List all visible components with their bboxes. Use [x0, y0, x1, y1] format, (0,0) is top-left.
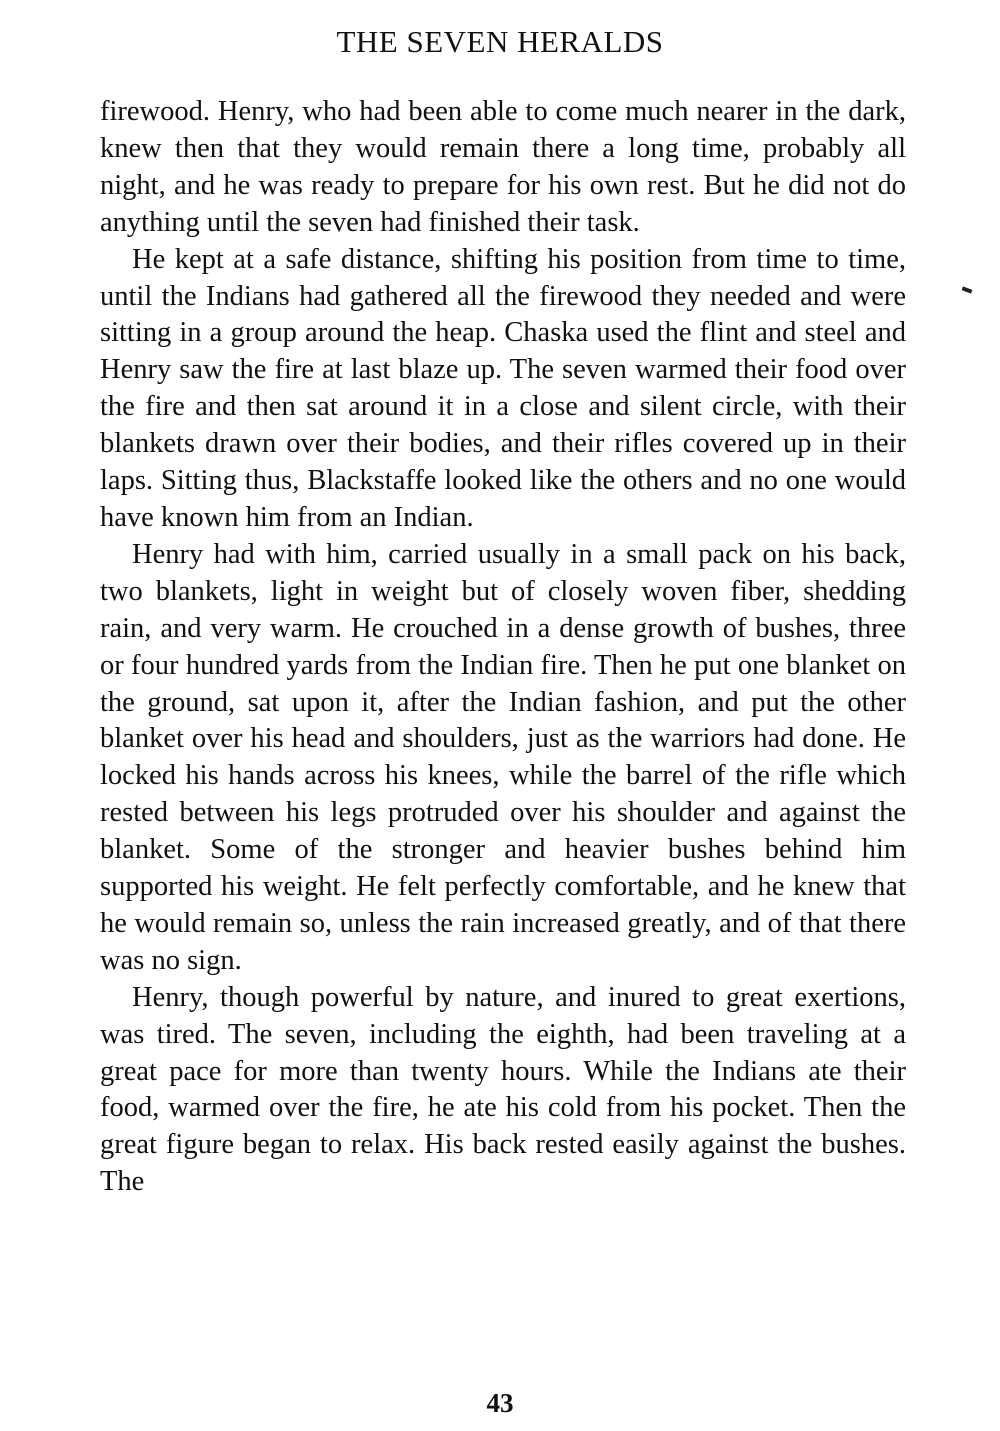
paragraph-2: He kept at a safe distance, shifting his position from time to time, until the Indians had gathered all the firewood they needed and were sitting in a group around the heap. Chaska used the flint and steel and Henry saw the fire at last blaze up. The seven warmed their food over the fire and then sat around it in a close and silent circle, with their blankets drawn over their bodies, and their rifles covered up in their laps. Sitting thus, Blackstaffe looked like the others and no one would have known him from an Indian. — [100, 243, 906, 533]
running-head: THE SEVEN HERALDS — [336, 24, 664, 59]
paragraph-1: firewood. Henry, who had been able to come much nearer in the dark, knew then that they would remain there a long time, probably all night, and he was ready to prepare for his own rest. But he did not do anything until the seven had finished their task. — [100, 96, 906, 238]
paragraph-3: Henry had with him, carried usually in a small pack on his back, two blankets, light in weight but of closely woven fiber, shedding rain, and very warm. He crouched in a dense growth of bushes, three or four hundred yards from the Indian fire. Then he put one blanket on the ground, sat upon it, after the Indian fashion, and put the other blanket over his head and shoulders, just as the warriors had done. He locked his hands across his knees, while the barrel of the rifle which rested between his legs protruded over his shoulder and against the blanket. Some of the stronger and heavier bushes behind him supported his weight. He felt perfectly comfortable, and he knew that he would remain so, unless the rain increased greatly, and of that there was no sign. — [100, 538, 906, 976]
stray-ink-mark — [962, 286, 973, 293]
paragraph-4: Henry, though powerful by nature, and inured to great exertions, was tired. The seven, including the eighth, had been traveling at a great pace for more than twenty hours. While the Indians ate their food, warmed over the fire, he ate his cold from his pocket. Then the great figure began to relax. His back rested easily against the bushes. The — [100, 981, 906, 1198]
body-text — [100, 94, 906, 1201]
page-number: 43 — [486, 1388, 514, 1418]
